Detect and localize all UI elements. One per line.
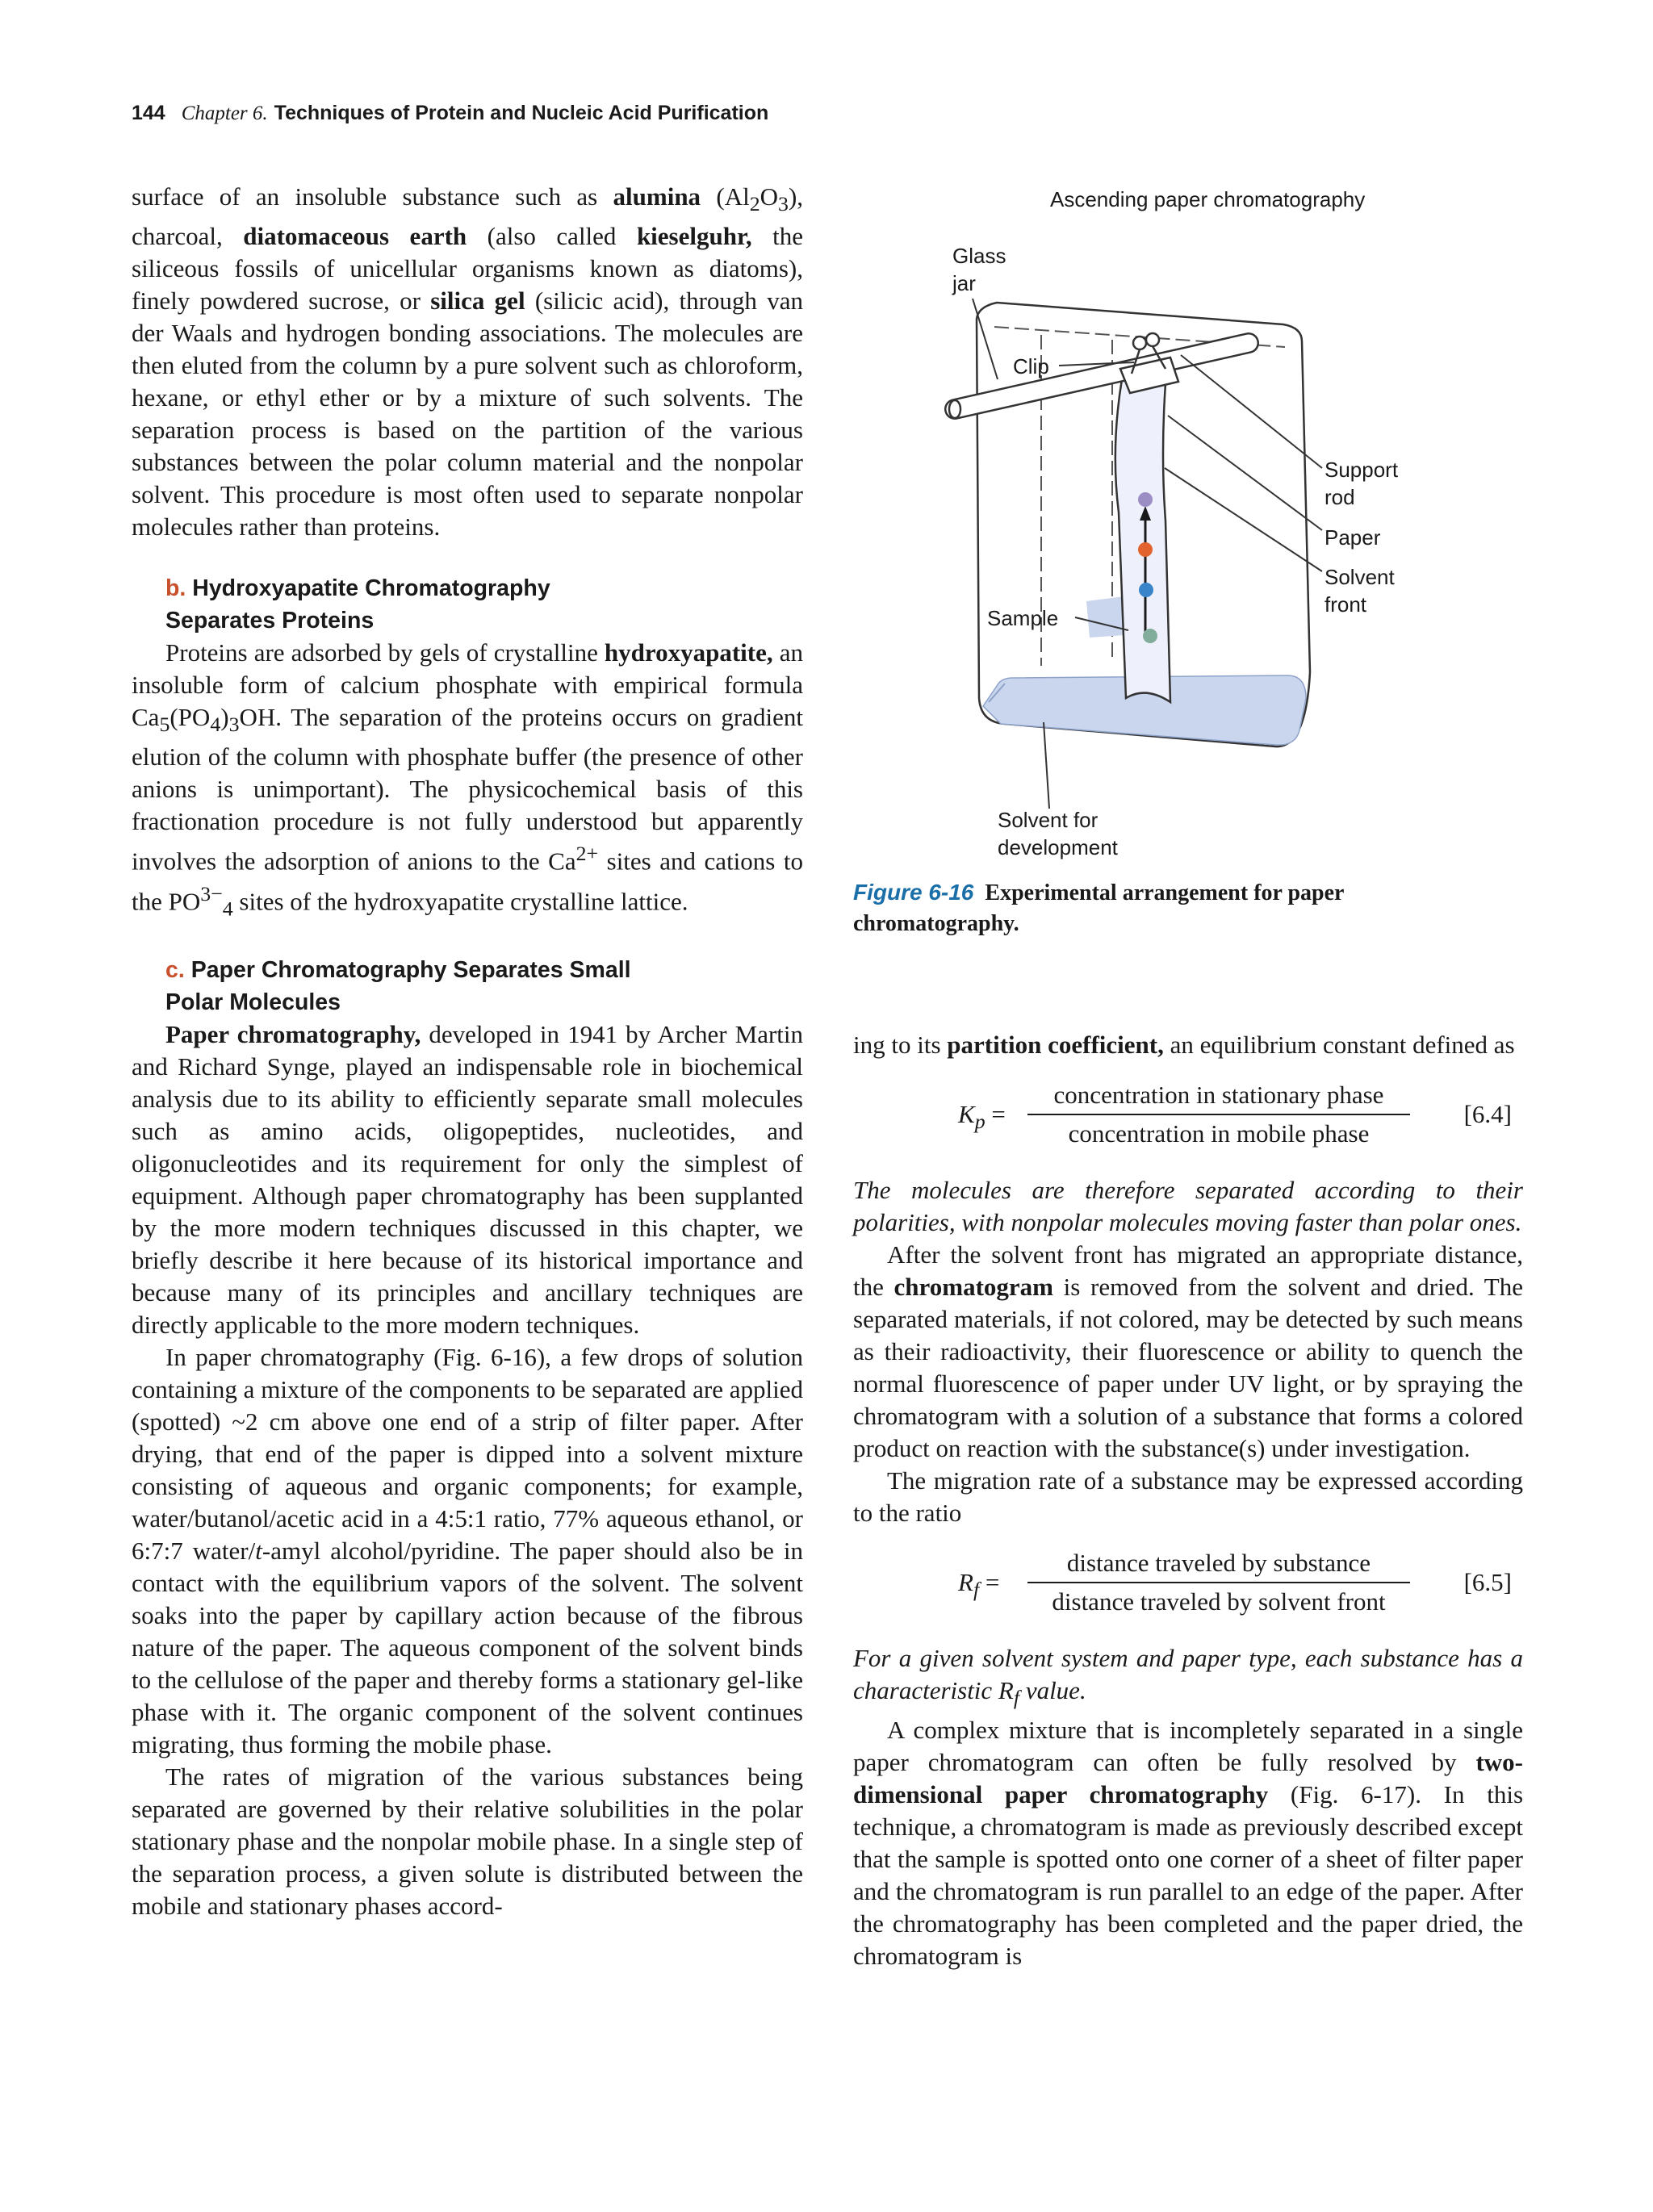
label-sample: Sample (987, 606, 1059, 630)
chapter-title: Techniques of Protein and Nucleic Acid Purification (274, 102, 769, 124)
spot-blue (1139, 583, 1153, 597)
spot-orange (1138, 542, 1153, 557)
paragraph-polarity: The molecules are therefore separated according to their polarities, with nonpolar molecules moving faster than polar ones. (853, 1176, 1523, 1236)
eq2-tag: [6.5] (1463, 1568, 1512, 1596)
chromatography-diagram (847, 182, 1534, 876)
label-solvent-front: Solvent front (1324, 565, 1395, 617)
equation-6-5: $R_f$ = distance traveled by substance distance traveled by solvent front [6.5] (853, 1547, 1523, 1625)
figure-number: Figure 6-16 (853, 880, 974, 905)
caption-text: Experimental arrangement for paper chromatography. (853, 880, 1344, 936)
right-column (853, 1029, 1523, 1972)
eq2-denominator: distance traveled by solvent front (1052, 1587, 1386, 1616)
figure-6-16 (847, 182, 1534, 956)
page-number: 144 (132, 102, 165, 124)
label-glass-jar: Glass jar (952, 244, 1006, 295)
figure-caption (853, 877, 1499, 939)
label-clip: Clip (1013, 354, 1049, 378)
section-heading-b: b. Hydroxyapatite Chromatography Separates Proteins (165, 575, 550, 634)
chapter-label: Chapter 6. (181, 102, 268, 124)
paragraph-two-dimensional: A complex mixture that is incompletely separated in a single paper chromatogram can often be fully resolved by two-dimensional paper chromatography (Fig. 6-17). In this technique, a chromatogram is made as previously described except that the sample is spotted onto one corner of a sheet of filter paper and the chromatogram is run parallel to an edge of the paper. After the chromatography has been completed and the paper dried, the chromatogram is (853, 1716, 1524, 1971)
paragraph-paper-intro: Paper chromatography, developed in 1941 by Archer Martin and Richard Synge, played an indispensable role in biochemical analysis due to its ability to efficiently separate small molecules such as amino acids, oligopeptides, nucleotides, and oligonucleotides and its requirement for only the simplest of equipment. Although paper chromatography has been supplanted by the more modern techniques discussed in this chapter, we briefly describe it here because of its historical importance and because many of its principles and ancillary techniques are directly applicable to the more modern techniques. (132, 1020, 804, 1340)
section-heading-c: c. Paper Chromatography Separates Small Polar Molecules (165, 957, 631, 1016)
eq1-numerator: concentration in stationary phase (1027, 1079, 1410, 1115)
support-rod (949, 343, 1249, 418)
left-column (132, 181, 803, 1922)
section-letter-b: b. (165, 575, 186, 602)
section-letter-c: c. (165, 957, 185, 984)
paragraph-rf-value: For a given solvent system and paper type, each substance has a characteristic $R_f$ value. (853, 1644, 1523, 1710)
label-solvent-development: Solvent for development (998, 808, 1118, 859)
paragraph-adsorption: surface of an insoluble substance such as alumina $(Al_2O_3)$, charcoal, diatomaceous earth (also called kieselguhr, the siliceous fossils of unicellular organisms known as diatoms), finely powdered sucrose, or silica gel (silicic acid), through van der Waals and hydrogen bonding associations. The molecules are then eluted from the column by a pure solvent such as chloroform, hexane, or ethyl ether or by a mixture of such solvents. The separation process is based on the partition of the various substances between the polar column material and the nonpolar solvent. This procedure is most often used to separate nonpolar molecules rather than proteins. (132, 182, 804, 542)
label-support-rod: Support rod (1324, 458, 1399, 509)
paragraph-migration-rates: The rates of migration of the various substances being separated are governed by their relative solubilities in the polar stationary phase and the nonpolar mobile phase. In a single step of the separation process, a given solute is distributed between the mobile and stationary phases accord- (132, 1762, 803, 1921)
eq1-tag: [6.4] (1463, 1100, 1512, 1128)
equation-6-4: $K_p$ = concentration in stationary phase concentration in mobile phase [6.4] (853, 1079, 1523, 1156)
paragraph-migration-ratio: The migration rate of a substance may be expressed according to the ratio (853, 1466, 1523, 1527)
spot-purple (1138, 492, 1153, 507)
label-ascending: Ascending paper chromatography (1050, 187, 1366, 211)
paragraph-hydroxyapatite: Proteins are adsorbed by gels of crystalline hydroxyapatite, an insoluble form of calcium phosphate with empirical formula $Ca_5(PO_4)_3OH$. The separation of the proteins occurs on gradient elution of the column with phosphate buffer (the presence of other anions is unimportant). The physicochemical basis of this fractionation procedure is not fully understood but apparently involves the adsorption of anions to the $Ca^{2+}$ sites and cations to the $PO^{3-}_4$ sites of the hydroxyapatite crystalline lattice. (132, 638, 803, 921)
paragraph-detection: After the solvent front has migrated an appropriate distance, the chromatogram is removed from the solvent and dried. The separated materials, if not colored, may be detected by such means as their radioactivity, their fluorescence or ability to quench the normal fluorescence of paper under UV light, or by spraying the chromatogram with a solution of a substance that forms a colored product on reaction with the substance(s) under investigation. (853, 1240, 1523, 1462)
paper-strip (1115, 379, 1170, 702)
running-header (132, 102, 768, 125)
spot-teal (1143, 629, 1157, 643)
paragraph-partition: ing to its partition coefficient, an equilibrium constant defined as (853, 1031, 1515, 1059)
paragraph-paper-method: In paper chromatography (Fig. 6-16), a few drops of solution containing a mixture of the components to be separated are applied (spotted) ~2 cm above one end of a strip of filter paper. After drying, that end of the paper is dipped into a solvent mixture consisting of aqueous and organic components; for example, water/butanol/acetic acid in a 4:5:1 ratio, 77% aqueous ethanol, or 6:7:7 water/t-amyl alcohol/pyridine. The paper should also be in contact with the equilibrium vapors of the solvent. The solvent soaks into the paper by capillary action because of the fibrous nature of the paper. The aqueous component of the solvent binds to the cellulose of the paper and thereby forms a stationary gel-like phase with it. The organic component of the solvent continues migrating, thus forming the mobile phase. (132, 1343, 803, 1759)
eq1-denominator: concentration in mobile phase (1068, 1119, 1370, 1148)
label-paper: Paper (1324, 525, 1381, 550)
eq2-numerator: distance traveled by substance (1027, 1547, 1410, 1583)
